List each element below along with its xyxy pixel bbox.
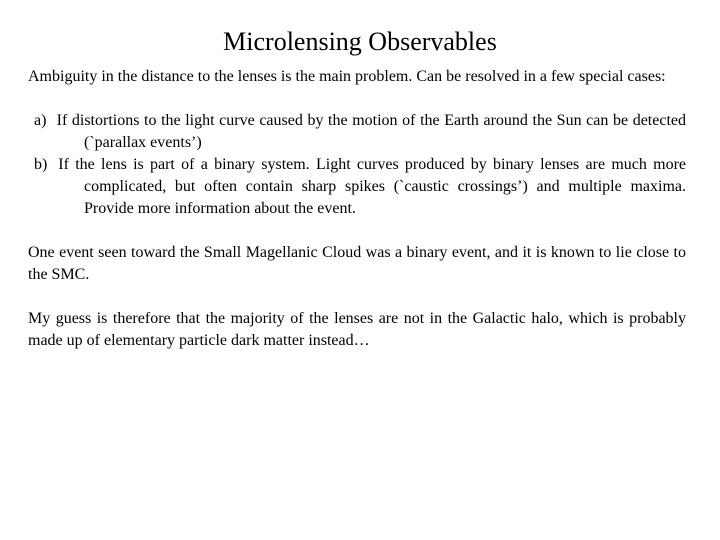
list-text-b: If the lens is part of a binary system. Light curves produced by binary lenses are much more complicated, but often contain sharp spikes (`caustic crossings’) and multiple maxima. Provide more information about the event. <box>58 156 687 217</box>
smc-paragraph: One event seen toward the Small Magellanic Cloud was a binary event, and it is known to lie close to the SMC. <box>28 244 686 283</box>
list-text-a: If distortions to the light curve caused by the motion of the Earth around the Sun can be detected (`parallax events’) <box>56 112 686 151</box>
slide-title: Microlensing Observables <box>223 27 497 56</box>
conclusion-paragraph: My guess is therefore that the majority of the lenses are not in the Galactic halo, which is probably made up of elementary particle dark matter instead… <box>28 310 686 349</box>
list-item-b <box>34 154 686 220</box>
list-item-a <box>34 110 686 154</box>
cases-list <box>28 110 686 220</box>
intro-paragraph: Ambiguity in the distance to the lenses is the main problem. Can be resolved in a few special cases: <box>28 68 666 85</box>
list-marker-a: a) <box>34 112 47 129</box>
list-marker-b: b) <box>34 156 48 173</box>
slide-body <box>28 66 686 352</box>
